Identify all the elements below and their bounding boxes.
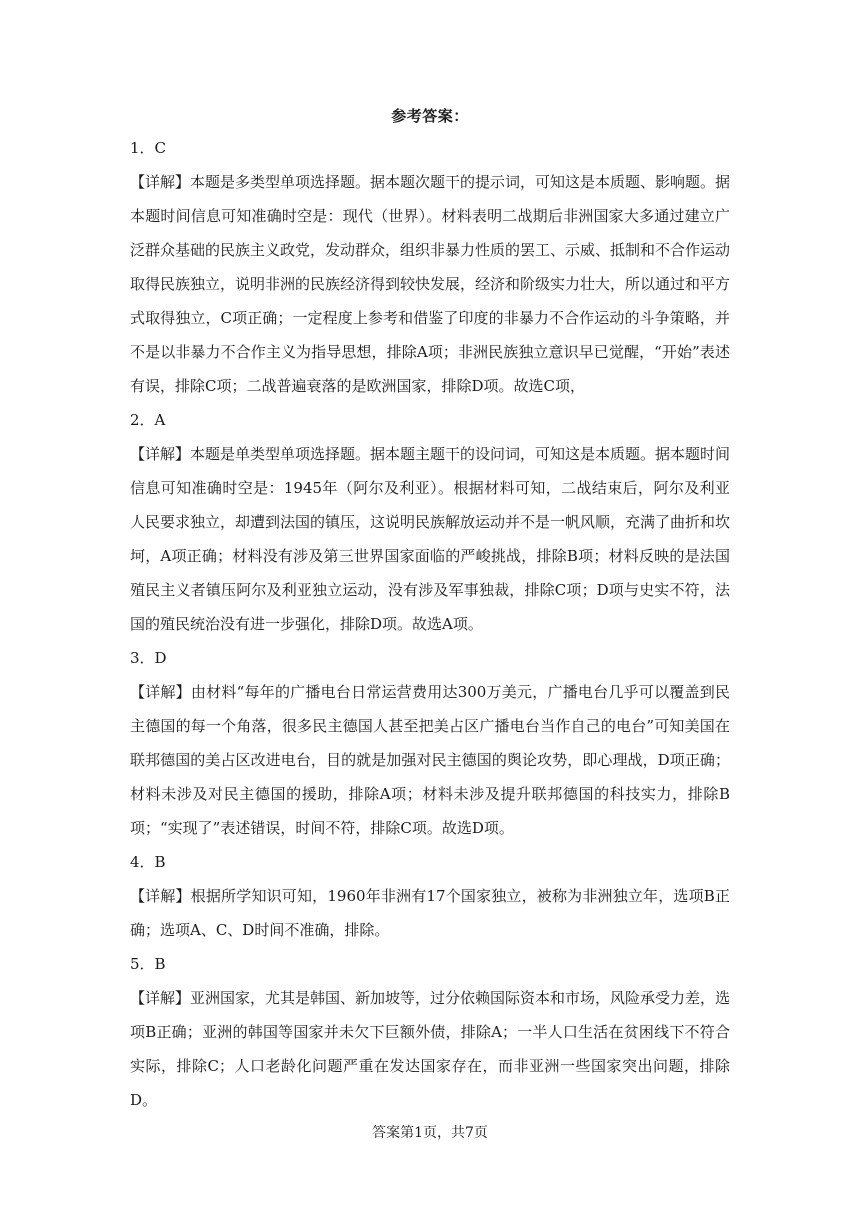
answer-5-number: 5．B (130, 955, 166, 973)
answer-2-explanation: 【详解】本题是单类型单项选择题。据本题主题干的设问词，可知这是本质题。据本题时间信息可知准确时空是：1945年（阿尔及利亚）。根据材料可知，二战结束后，阿尔及利亚人民要求独立，却遭到法国的镇压，这说明民族解放运动并不是一帆风顺，充满了曲折和坎坷，A项正确；材料没有涉及第三世界国家面临的严峻挑战，排除B项；材料反映的是法国殖民主义者镇压阿尔及利亚独立运动，没有涉及军事独裁，排除C项；D项与史实不符，法国的殖民统治没有进一步强化，排除D项。故选A项。 (130, 445, 731, 633)
answer-1-number: 1．C (130, 139, 167, 157)
answers-list (130, 131, 730, 1117)
answer-4-number: 4．B (130, 853, 166, 871)
answer-5-explanation: 【详解】亚洲国家，尤其是韩国、新加坡等，过分依赖国际资本和市场，风险承受力差，选项B正确；亚洲的韩国等国家并未欠下巨额外债，排除A；一半人口生活在贫困线下不符合实际，排除C；人口老龄化问题严重在发达国家存在，而非亚洲一些国家突出问题，排除D。 (130, 989, 731, 1109)
answer-4-explanation: 【详解】根据所学知识可知，1960年非洲有17个国家独立，被称为非洲独立年，选项B正确；选项A、C、D时间不准确，排除。 (130, 887, 730, 939)
page-footer: 答案第1页，共7页 (372, 1125, 488, 1141)
answer-2-number: 2．A (130, 411, 166, 429)
answer-3-number: 3．D (130, 649, 167, 667)
page-title: 参考答案： (391, 107, 469, 125)
answer-3-explanation: 【详解】由材料“每年的广播电台日常运营费用达300万美元，广播电台几乎可以覆盖到民主德国的每一个角落，很多民主德国人甚至把美占区广播电台当作自己的电台”可知美国在联邦德国的美占区改进电台，目的就是加强对民主德国的舆论攻势，即心理战，D项正确；材料未涉及对民主德国的援助，排除A项；材料未涉及提升联邦德国的科技实力，排除B项；“实现了”表述错误，时间不符，排除C项。故选D项。 (130, 683, 730, 837)
answer-1-explanation: 【详解】本题是多类型单项选择题。据本题次题干的提示词，可知这是本质题、影响题。据本题时间信息可知准确时空是：现代（世界）。材料表明二战期后非洲国家大多通过建立广泛群众基础的民族主义政党，发动群众，组织非暴力性质的罢工、示威、抵制和不合作运动取得民族独立，说明非洲的民族经济得到较快发展，经济和阶级实力壮大，所以通过和平方式取得独立，C项正确；一定程度上参考和借鉴了印度的非暴力不合作运动的斗争策略，并不是以非暴力不合作主义为指导思想，排除A项；非洲民族独立意识早已觉醒，“开始”表述有误，排除C项；二战普遍衰落的是欧洲国家，排除D项。故选C项， (130, 173, 731, 395)
